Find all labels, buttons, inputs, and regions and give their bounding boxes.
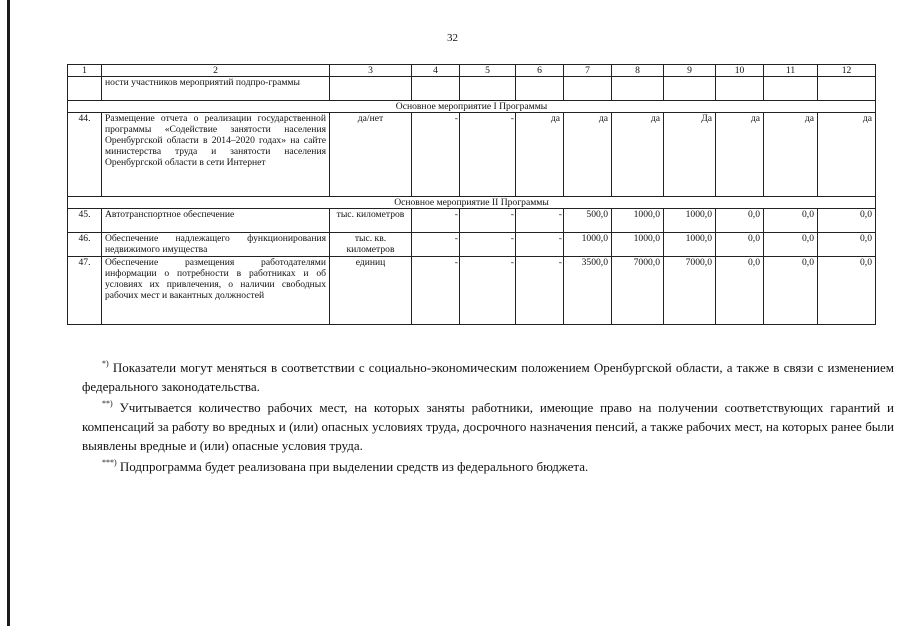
scan-edge-line [7, 0, 10, 626]
section-title: Основное мероприятие I Программы [68, 101, 876, 113]
footnotes [82, 358, 894, 478]
indicator-name-cell: Автотранспортное обеспечение [102, 209, 330, 233]
unit-cell: тыс. километров [330, 209, 412, 233]
value-cell: да [564, 113, 612, 197]
table-row [68, 257, 876, 325]
footnote-text: Показатели могут меняться в соответствии с социально-экономическим положением Оренбургской области, а также в связи с изменением федерального законодательства. [82, 360, 894, 394]
value-cell: 0,0 [764, 233, 818, 257]
column-header: 4 [412, 65, 460, 77]
value-cell: - [412, 257, 460, 325]
table-row [68, 233, 876, 257]
footnote-mark: *) [102, 358, 109, 368]
value-cell: 0,0 [818, 257, 876, 325]
value-cell: да [612, 113, 664, 197]
column-header: 1 [68, 65, 102, 77]
column-header: 7 [564, 65, 612, 77]
value-cell: - [460, 113, 516, 197]
column-header: 5 [460, 65, 516, 77]
value-cell: - [516, 233, 564, 257]
column-header: 2 [102, 65, 330, 77]
column-header: 9 [664, 65, 716, 77]
value-cell: 1000,0 [664, 233, 716, 257]
value-cell: 1000,0 [664, 209, 716, 233]
page-number: 32 [447, 32, 458, 44]
row-number-cell: 46. [68, 233, 102, 257]
section-row [68, 197, 876, 209]
footnote-mark: **) [102, 398, 113, 408]
row-number-cell: 45. [68, 209, 102, 233]
column-header: 6 [516, 65, 564, 77]
row-number-cell [68, 77, 102, 101]
footnote [82, 457, 894, 476]
value-cell: 0,0 [716, 233, 764, 257]
footnote-text: Подпрограмма будет реализована при выделении средств из федерального бюджета. [116, 459, 589, 474]
value-cell: да [716, 113, 764, 197]
column-header: 10 [716, 65, 764, 77]
value-cell: 1000,0 [612, 209, 664, 233]
indicator-name-cell: ности участников мероприятий подпро-граммы [102, 77, 330, 101]
indicators-table [67, 64, 876, 325]
column-header: 12 [818, 65, 876, 77]
value-cell: 7000,0 [664, 257, 716, 325]
value-cell: 0,0 [818, 233, 876, 257]
value-cell: - [460, 257, 516, 325]
indicator-name-cell: Обеспечение надлежащего функционирования недвижимого имущества [102, 233, 330, 257]
value-cell: 0,0 [764, 257, 818, 325]
unit-cell: тыс. кв. километров [330, 233, 412, 257]
table-row [68, 77, 876, 101]
indicator-name-cell: Размещение отчета о реализации государственной программы «Содействие занятости населения Оренбургской области в 2014–2020 годах» на сайте министерства труда и занятости населения Оренбургской области в сети Интернет [102, 113, 330, 197]
section-title: Основное мероприятие II Программы [68, 197, 876, 209]
value-cell: - [516, 257, 564, 325]
unit-cell: единиц [330, 257, 412, 325]
column-header: 11 [764, 65, 818, 77]
value-cell: - [516, 209, 564, 233]
value-cell: 0,0 [716, 209, 764, 233]
value-cell: да [818, 113, 876, 197]
table-row [68, 113, 876, 197]
column-header: 3 [330, 65, 412, 77]
value-cell: 0,0 [716, 257, 764, 325]
value-cell: 0,0 [818, 209, 876, 233]
value-cell: 1000,0 [564, 233, 612, 257]
value-cell: 1000,0 [612, 233, 664, 257]
value-cell: 0,0 [764, 209, 818, 233]
value-cell: - [412, 209, 460, 233]
indicator-name-cell: Обеспечение размещения работодателями информации о потребности в работниках и об условиях их привлечения, о наличии свободных рабочих мест и вакантных должностей [102, 257, 330, 325]
unit-cell: да/нет [330, 113, 412, 197]
value-cell: 7000,0 [612, 257, 664, 325]
table-row [68, 209, 876, 233]
value-cell: да [516, 113, 564, 197]
value-cell: Да [664, 113, 716, 197]
value-cell: - [460, 209, 516, 233]
value-cell: 500,0 [564, 209, 612, 233]
row-number-cell: 44. [68, 113, 102, 197]
row-number-cell: 47. [68, 257, 102, 325]
value-cell: да [764, 113, 818, 197]
value-cell: 3500,0 [564, 257, 612, 325]
footnote-text: Учитывается количество рабочих мест, на которых заняты работники, имеющие право на получении соответствующих гарантий и компенсаций за работу во вредных и (или) опасных условиях труда, досрочного назначения пенсий, а также рабочих мест, на которых ранее были выявлены вредные и (или) опасные условия труда. [82, 400, 894, 453]
value-cell: - [412, 233, 460, 257]
column-number-row [68, 65, 876, 77]
footnote [82, 358, 894, 396]
column-header: 8 [612, 65, 664, 77]
section-row [68, 101, 876, 113]
footnote [82, 398, 894, 455]
footnote-mark: ***) [102, 457, 117, 467]
value-cell: - [460, 233, 516, 257]
value-cell: - [412, 113, 460, 197]
